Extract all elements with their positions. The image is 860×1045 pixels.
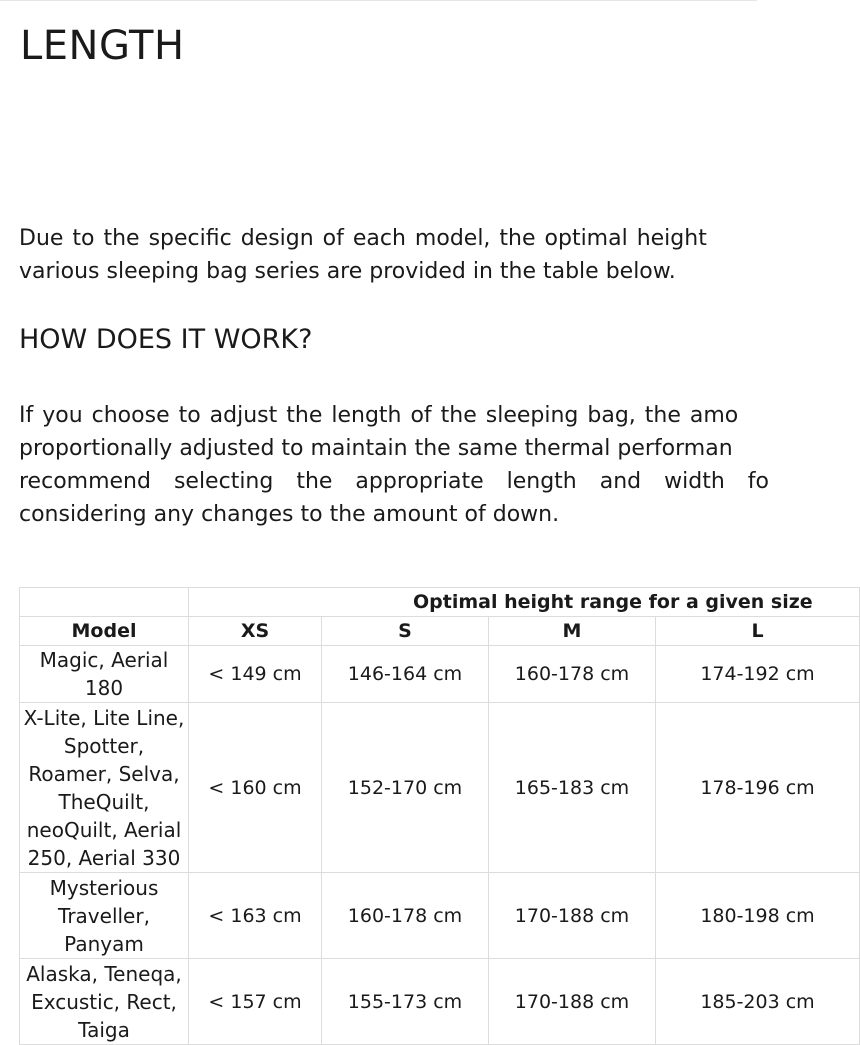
- intro-line-1: Due to the specific design of each model, the optimal height: [19, 226, 707, 251]
- column-header-s: S: [322, 617, 489, 646]
- size-table: [19, 587, 860, 1045]
- page-title: LENGTH: [20, 23, 185, 69]
- section-line-1: If you choose to adjust the length of the sleeping bag, the amo: [19, 403, 739, 428]
- table-group-header-row: [20, 588, 860, 617]
- section-line-3: recommend selecting the appropriate length and width fo: [19, 469, 769, 494]
- column-header-m: M: [489, 617, 656, 646]
- l-cell: 185-203 cm: [656, 959, 860, 1045]
- s-cell: 155-173 cm: [322, 959, 489, 1045]
- table-row: [20, 959, 860, 1045]
- section-title: HOW DOES IT WORK?: [19, 324, 313, 355]
- l-cell: 180-198 cm: [656, 873, 860, 959]
- m-cell: 160-178 cm: [489, 646, 656, 703]
- m-cell: 170-188 cm: [489, 959, 656, 1045]
- table-corner-cell: [20, 588, 189, 617]
- group-header: Optimal height range for a given size: [189, 588, 860, 617]
- s-cell: 146-164 cm: [322, 646, 489, 703]
- column-header-xs: XS: [189, 617, 322, 646]
- l-cell: 178-196 cm: [656, 703, 860, 873]
- column-header-model: Model: [20, 617, 189, 646]
- intro-line-2: various sleeping bag series are provided in the table below.: [19, 259, 676, 284]
- xs-cell: < 160 cm: [189, 703, 322, 873]
- intro-paragraph: [19, 222, 707, 288]
- xs-cell: < 163 cm: [189, 873, 322, 959]
- table-row: [20, 646, 860, 703]
- s-cell: 160-178 cm: [322, 873, 489, 959]
- m-cell: 170-188 cm: [489, 873, 656, 959]
- model-cell: X-Lite, Lite Line, Spotter, Roamer, Selva, TheQuilt, neoQuilt, Aerial 250, Aerial 330: [20, 703, 189, 873]
- section-line-4: considering any changes to the amount of down.: [19, 502, 560, 527]
- model-cell: Mysterious Traveller, Panyam: [20, 873, 189, 959]
- table-header-row: [20, 617, 860, 646]
- model-cell: Alaska, Teneqa, Excustic, Rect, Taiga: [20, 959, 189, 1045]
- l-cell: 174-192 cm: [656, 646, 860, 703]
- model-cell: Magic, Aerial 180: [20, 646, 189, 703]
- xs-cell: < 149 cm: [189, 646, 322, 703]
- table-row: [20, 873, 860, 959]
- s-cell: 152-170 cm: [322, 703, 489, 873]
- column-header-l: L: [656, 617, 860, 646]
- section-line-2: proportionally adjusted to maintain the same thermal performan: [19, 436, 733, 461]
- m-cell: 165-183 cm: [489, 703, 656, 873]
- table-row: [20, 703, 860, 873]
- xs-cell: < 157 cm: [189, 959, 322, 1045]
- section-paragraph: [19, 399, 769, 531]
